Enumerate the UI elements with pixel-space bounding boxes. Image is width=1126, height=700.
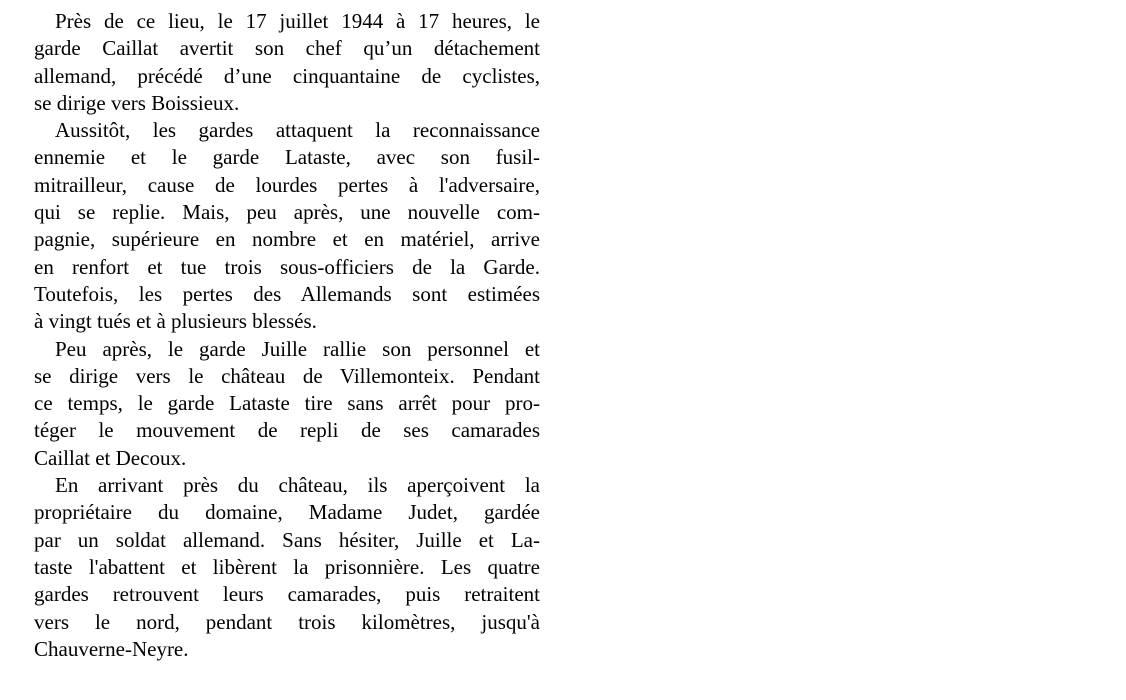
text-line: téger le mouvement de repli de ses camarades bbox=[34, 418, 540, 443]
text-line: ennemie et le garde Lataste, avec son fusil- bbox=[34, 145, 540, 170]
paragraph bbox=[34, 8, 540, 117]
paragraph bbox=[34, 472, 540, 663]
text-line: taste l'abattent et libèrent la prisonnière. Les quatre bbox=[34, 554, 540, 579]
text-line: qui se replie. Mais, peu après, une nouvelle com- bbox=[34, 200, 540, 225]
text-line: Aussitôt, les gardes attaquent la reconnaissance bbox=[55, 118, 540, 143]
text-line: se dirige vers le château de Villemonteix. Pendant bbox=[34, 363, 540, 388]
text-line: en renfort et tue trois sous-officiers de la Garde. bbox=[34, 254, 540, 279]
text-line: se dirige vers Boissieux. bbox=[34, 90, 240, 115]
text-line: Toutefois, les pertes des Allemands sont estimées bbox=[34, 281, 540, 306]
text-line: En arrivant près du château, ils aperçoivent la bbox=[55, 473, 540, 498]
text-line: mitrailleur, cause de lourdes pertes à l'adversaire, bbox=[34, 172, 540, 197]
text-line: allemand, précédé d’une cinquantaine de cyclistes, bbox=[34, 63, 540, 88]
text-line: Peu après, le garde Juille rallie son personnel et bbox=[55, 336, 540, 361]
document-text bbox=[34, 8, 540, 663]
text-line: Près de ce lieu, le 17 juillet 1944 à 17 heures, le bbox=[55, 9, 540, 33]
text-line: ce temps, le garde Lataste tire sans arrêt pour pro- bbox=[34, 391, 540, 416]
text-line: par un soldat allemand. Sans hésiter, Juille et La- bbox=[34, 527, 540, 552]
text-line: Chauverne-Neyre. bbox=[34, 636, 189, 661]
text-line: vers le nord, pendant trois kilomètres, jusqu'à bbox=[34, 609, 540, 634]
text-line: à vingt tués et à plusieurs blessés. bbox=[34, 309, 317, 334]
text-line: gardes retrouvent leurs camarades, puis retraitent bbox=[34, 582, 540, 607]
text-line: propriétaire du domaine, Madame Judet, gardée bbox=[34, 500, 540, 525]
paragraph bbox=[34, 336, 540, 472]
paragraph bbox=[34, 117, 540, 335]
text-line: pagnie, supérieure en nombre et en matériel, arrive bbox=[34, 227, 540, 252]
text-line: Caillat et Decoux. bbox=[34, 445, 187, 470]
text-line: garde Caillat avertit son chef qu’un détachement bbox=[34, 36, 540, 61]
